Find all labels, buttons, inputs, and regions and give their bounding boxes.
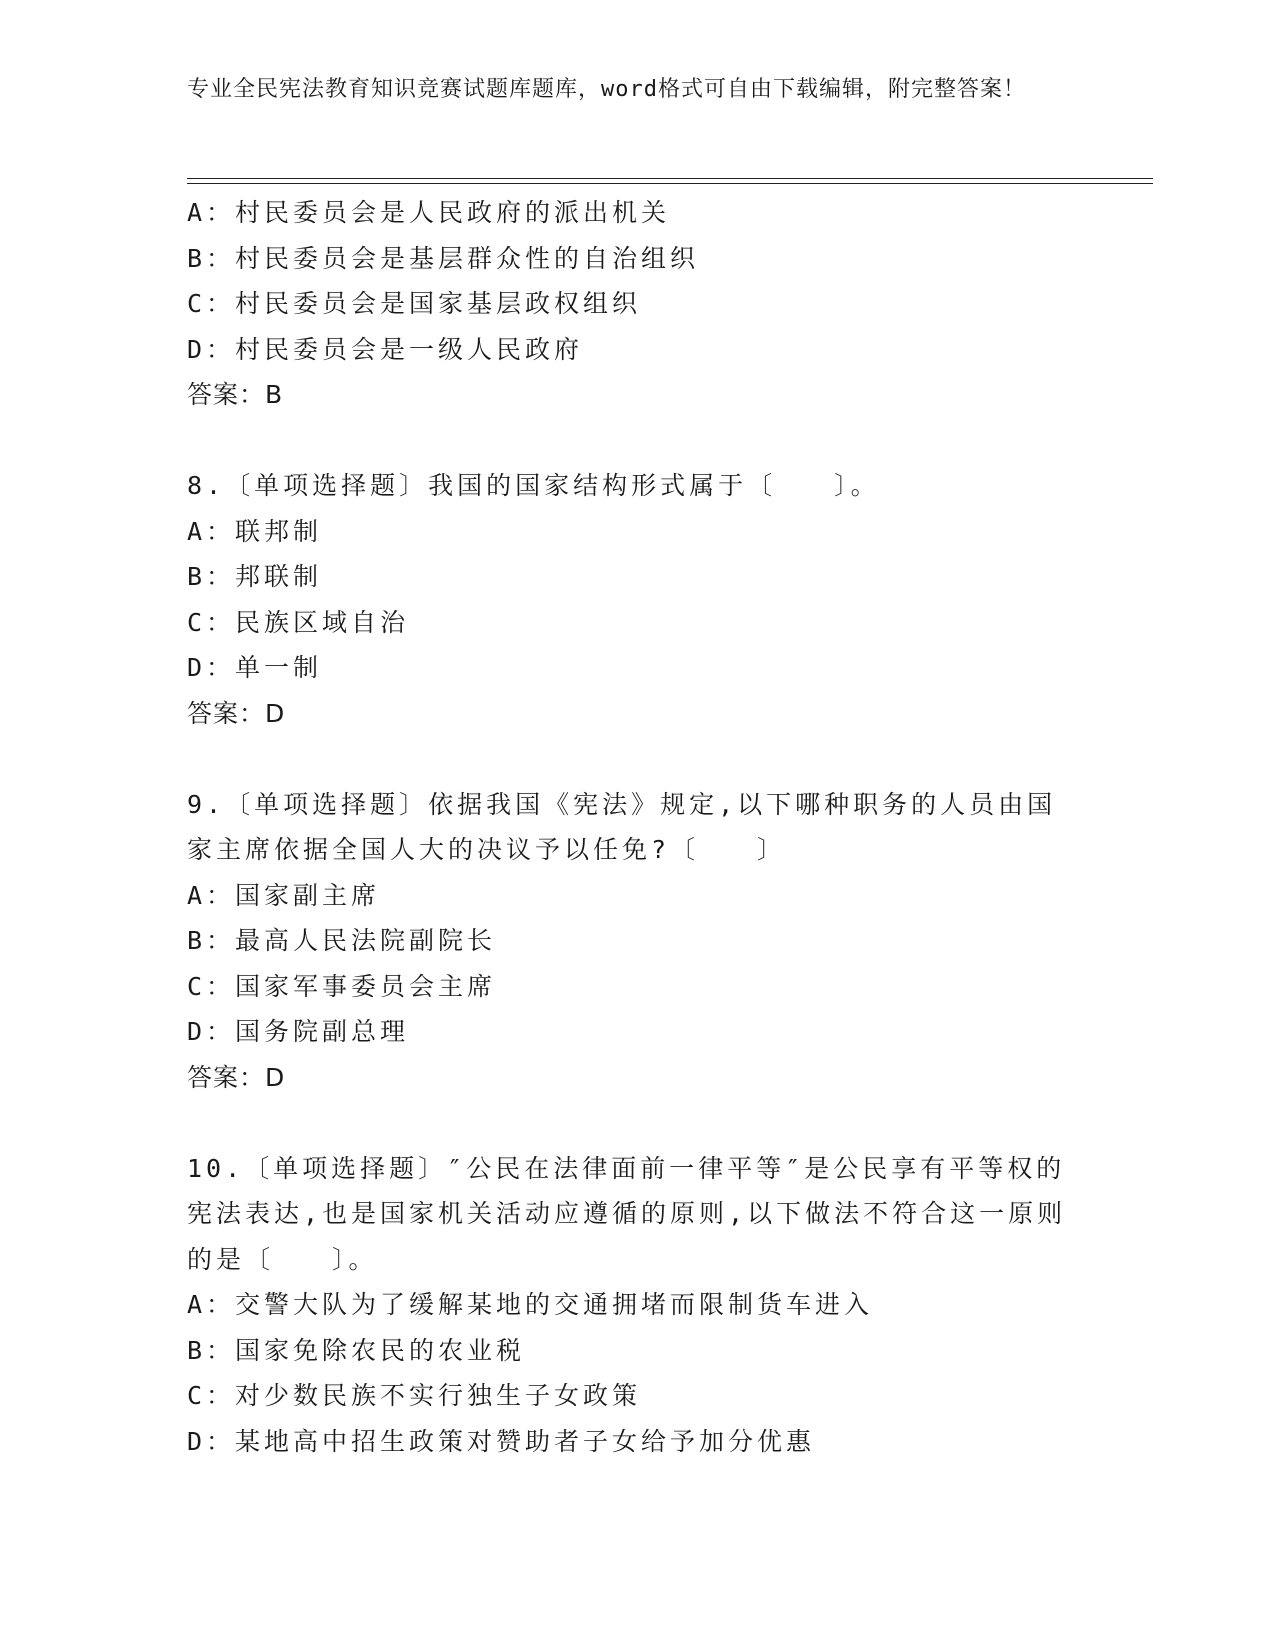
q9-answer: 答案：D <box>187 1062 286 1092</box>
q7-option-c: C：村民委员会是国家基层政权组织 <box>187 289 642 318</box>
q10-option-a: A：交警大队为了缓解某地的交通拥堵而限制货车进入 <box>187 1290 874 1319</box>
q8-option-b: B：邦联制 <box>187 562 323 591</box>
q8-option-d: D：单一制 <box>187 653 323 682</box>
q9-option-b: B：最高人民法院副院长 <box>187 926 497 955</box>
q8-question: 8.〔单项选择题〕我国的国家结构形式属于〔 〕。 <box>187 471 880 500</box>
q10-question: 10.〔单项选择题〕″公民在法律面前一律平等″是公民享有平等权的宪法表达,也是国家机关活动应遵循的原则,以下做法不符合这一原则的是〔 〕。 <box>187 1153 1067 1274</box>
document-body <box>187 190 1087 1464</box>
q8-option-c: C：民族区域自治 <box>187 607 410 637</box>
q7-option-d: D：村民委员会是一级人民政府 <box>187 334 584 364</box>
q9-question: 9.〔单项选择题〕依据我国《宪法》规定,以下哪种职务的人员由国家主席依据全国人大的决议予以任免?〔 〕 <box>187 789 1057 864</box>
q10-option-b: B：国家免除农民的农业税 <box>187 1335 526 1365</box>
q9-option-c: C：国家军事委员会主席 <box>187 971 497 1001</box>
spacer <box>187 1100 1087 1146</box>
q10-option-d: D：某地高中招生政策对赞助者子女给予加分优惠 <box>187 1426 816 1456</box>
q8-answer: 答案：D <box>187 698 286 728</box>
q9-option-a: A：国家副主席 <box>187 880 381 910</box>
question-8-block <box>187 463 1087 736</box>
header-rule-bottom <box>187 183 1153 184</box>
question-9-block <box>187 782 1087 1101</box>
spacer <box>187 736 1087 782</box>
question-10-block <box>187 1146 1087 1465</box>
q7-answer: 答案：B <box>187 380 284 409</box>
header-rule-top <box>187 178 1153 179</box>
document-header: 专业全民宪法教育知识竞赛试题库题库，word格式可自由下载编辑，附完整答案！ <box>187 77 1026 102</box>
spacer <box>187 418 1087 464</box>
q9-option-d: D：国务院副总理 <box>187 1017 410 1046</box>
q10-option-c: C：对少数民族不实行独生子女政策 <box>187 1381 642 1410</box>
q8-option-a: A：联邦制 <box>187 516 323 546</box>
question-7-block <box>187 190 1087 418</box>
q7-option-a: A：村民委员会是人民政府的派出机关 <box>187 198 671 227</box>
q7-option-b: B：村民委员会是基层群众性的自治组织 <box>187 243 700 273</box>
